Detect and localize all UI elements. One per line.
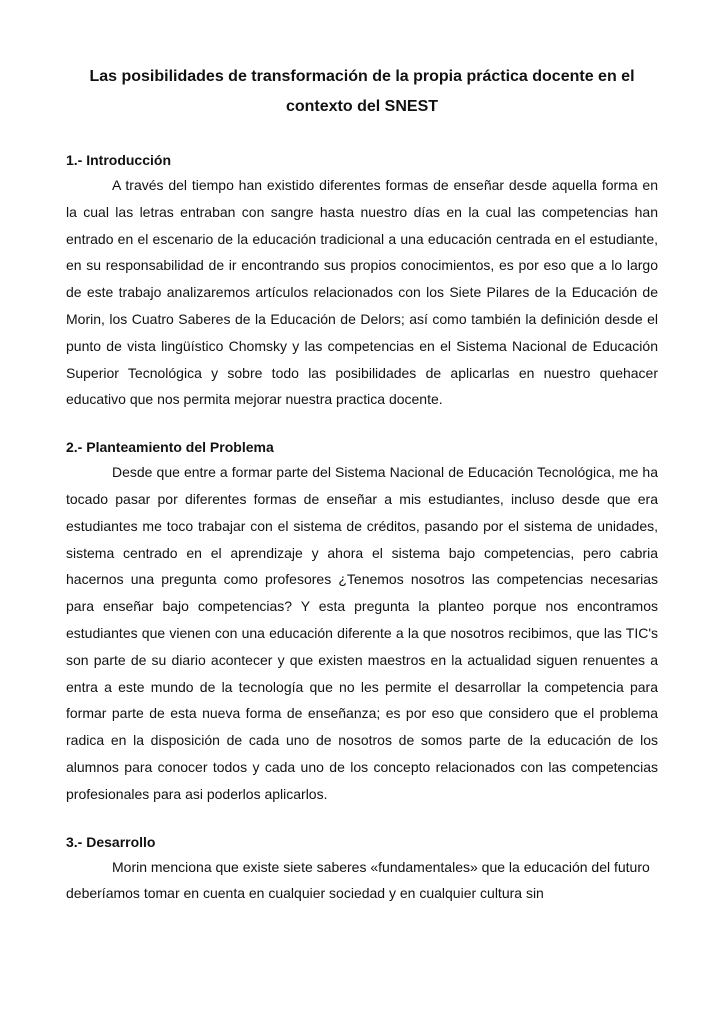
section-introduccion [66,148,658,413]
document-title [66,62,658,122]
section-paragraph: A través del tiempo han existido diferentes formas de enseñar desde aquella forma en la cual las letras entraban con sangre hasta nuestro días en la cual las competencias han entrado en el escenario de la educación tradicional a una educación centrada en el estudiante, en su responsabilidad de ir encontrando sus propios conocimientos, es por eso que a lo largo de este trabajo analizaremos artículos relacionados con los Siete Pilares de la Educación de Morin, los Cuatro Saberes de la Educación de Delors; así como también la definición desde el punto de vista lingüístico Chomsky y las competencias en el Sistema Nacional de Educación Superior Tecnológica y sobre todo las posibilidades de aplicarlas en nuestro quehacer educativo que nos permita mejorar nuestra practica docente. [66,177,658,408]
section-heading: 3.- Desarrollo [66,833,156,850]
section-heading: 2.- Planteamiento del Problema [66,439,274,456]
section-paragraph: Desde que entre a formar parte del Sistema Nacional de Educación Tecnológica, me ha tocado pasar por diferentes formas de enseñar a mis estudiantes, incluso desde que era estudiantes me toco trabajar con el sistema de créditos, pasando por el sistema de unidades, sistema centrado en el aprendizaje y ahora el sistema bajo competencias, pero cabria hacernos una pregunta como profesores ¿Tenemos nosotros las competencias necesarias para enseñar bajo competencias? Y esta pregunta la planteo porque nos encontramos estudiantes que vienen con una educación diferente a la que nosotros recibimos, que las TIC's son parte de su diario acontecer y que existen maestros en la actualidad siguen renuentes a entra a este mundo de la tecnología que no les permite el desarrollar la competencia para formar parte de esta nueva forma de enseñanza; es por eso que considero que el problema radica en la disposición de cada uno de nosotros de somos parte de la educación de los alumnos para conocer todos y cada uno de los concepto relacionados con las competencias profesionales para asi poderlos aplicarlos. [66,464,658,802]
section-planteamiento [66,435,658,807]
title-line-2: contexto del SNEST [285,98,439,115]
document-page [66,62,658,907]
section-paragraph: Morin menciona que existe siete saberes «fundamentales» que la educación del futuro deberíamos tomar en cuenta en cualquier sociedad y en cualquier cultura sin [66,858,650,902]
section-heading: 1.- Introducción [66,152,171,168]
title-line-1: Las posibilidades de transformación de la propia práctica docente en el [89,68,635,85]
section-desarrollo [66,830,658,908]
